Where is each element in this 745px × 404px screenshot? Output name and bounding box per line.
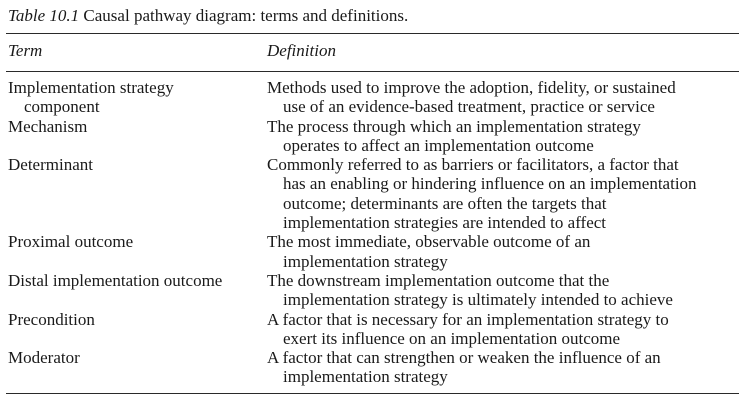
definition-text: implementation strategy (283, 367, 448, 387)
definition-text: Commonly referred to as barriers or facilitators, a factor that (267, 155, 679, 175)
definition-text: outcome; determinants are often the targets that (283, 193, 607, 213)
definition-cell (267, 348, 741, 387)
term-text: Determinant (8, 155, 93, 175)
term-cell (8, 271, 258, 290)
table-caption (8, 6, 408, 26)
definition-text: Methods used to improve the adoption, fidelity, or sustained (267, 78, 676, 97)
definition-text: A factor that is necessary for an implementation strategy to (267, 309, 669, 329)
term-cell (8, 310, 258, 329)
definition-text: exert its influence on an implementation outcome (283, 328, 621, 348)
term-text: Implementation strategy (8, 78, 174, 97)
definition-text: The downstream implementation outcome that the (267, 271, 610, 290)
term-text: Moderator (8, 348, 80, 368)
term-text: Precondition (8, 309, 95, 329)
definition-text: operates to affect an implementation outcome (283, 135, 594, 155)
term-text: Distal implementation outcome (8, 271, 223, 290)
table-title: Causal pathway diagram: terms and definitions. (83, 6, 409, 25)
term-cell (8, 78, 258, 117)
column-header-definition: Definition (267, 41, 336, 60)
definition-text: The process through which an implementation strategy (267, 116, 641, 136)
term-text: component (24, 97, 100, 117)
definition-cell (267, 310, 741, 349)
top-rule (6, 33, 739, 34)
term-cell (8, 232, 258, 251)
header-rule (6, 71, 739, 72)
definition-text: The most immediate, observable outcome of an (267, 232, 591, 252)
table-number: Table 10.1 (8, 6, 80, 25)
definition-text: A factor that can strengthen or weaken the influence of an (267, 348, 661, 368)
column-header-term: Term (8, 41, 43, 60)
definition-text: implementation strategy (283, 251, 448, 271)
definition-text: implementation strategy is ultimately intended to achieve (283, 290, 673, 310)
definition-text: has an enabling or hindering influence on an implementation (283, 174, 697, 194)
definition-cell (267, 155, 741, 232)
term-text: Proximal outcome (8, 232, 134, 252)
bottom-rule (6, 393, 739, 394)
definition-cell (267, 271, 741, 310)
definition-text: implementation strategies are intended to affect (283, 213, 607, 233)
term-text: Mechanism (8, 116, 88, 136)
term-cell (8, 155, 258, 174)
definition-cell (267, 232, 741, 271)
definition-cell (267, 78, 741, 117)
definition-text: use of an evidence-based treatment, practice or service (283, 97, 655, 117)
definition-cell (267, 117, 741, 156)
term-cell (8, 348, 258, 367)
term-cell (8, 117, 258, 136)
